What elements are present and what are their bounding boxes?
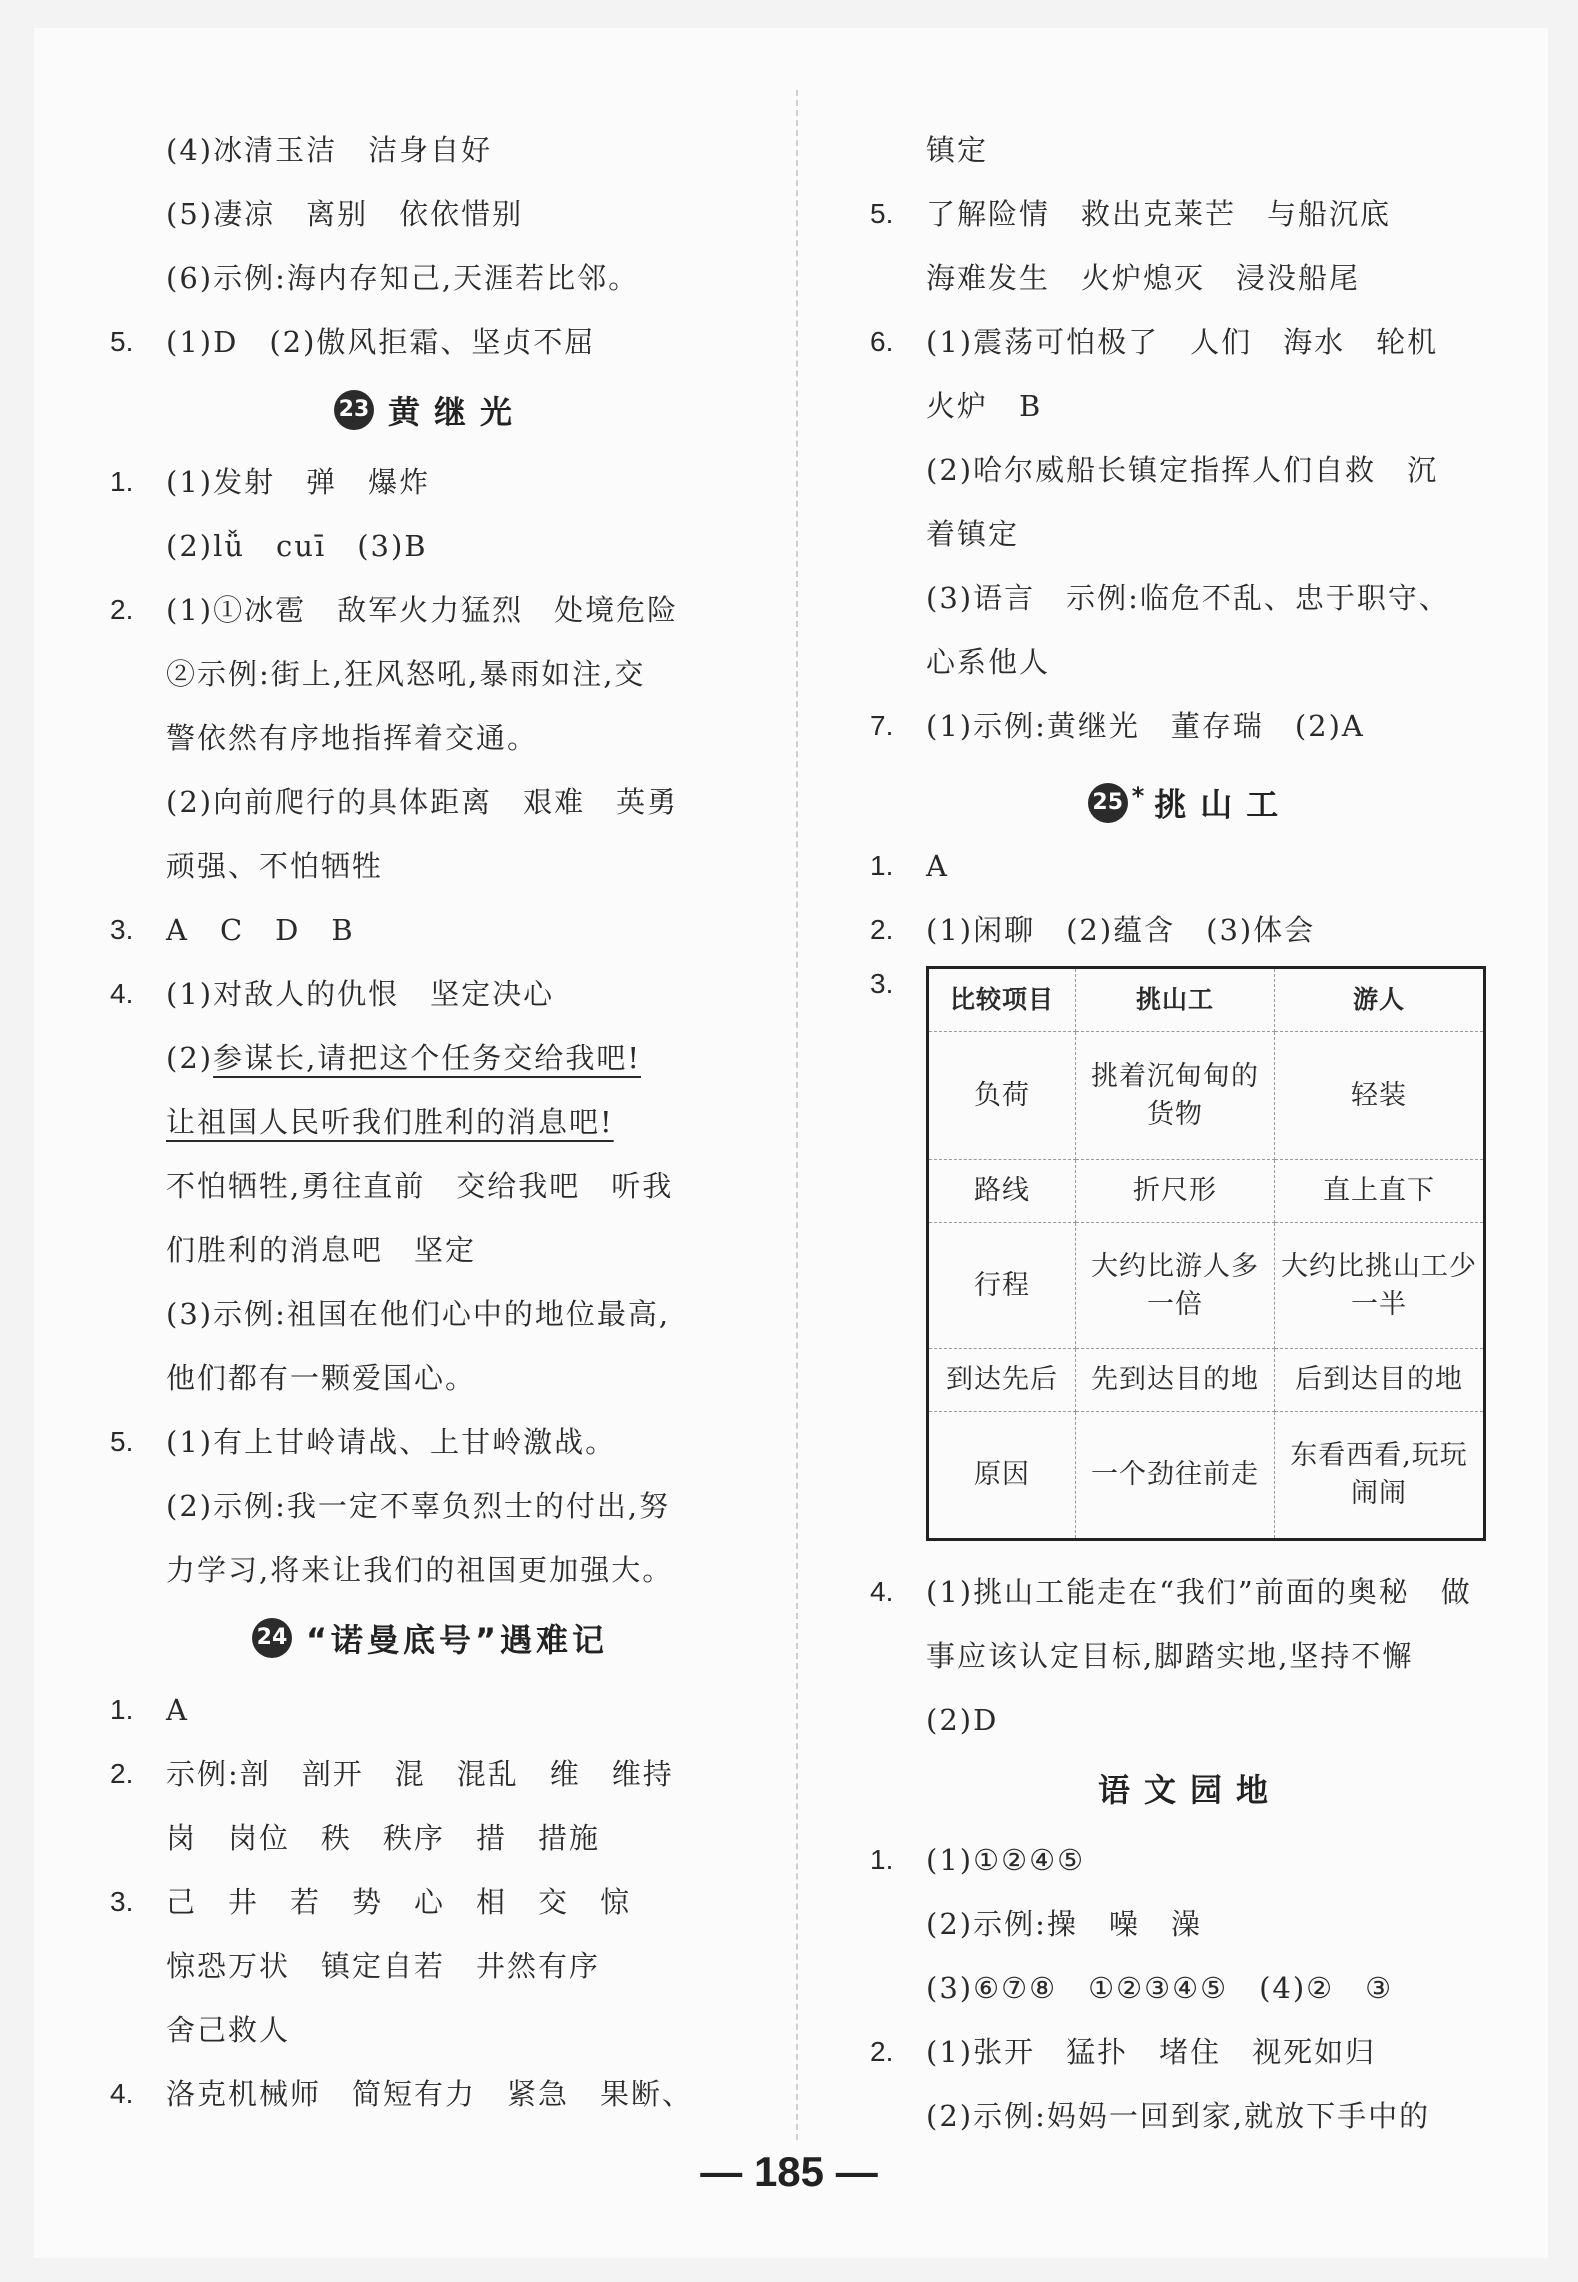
answer-line bbox=[870, 246, 1510, 310]
answer-text: (1)发射 弹 爆炸 bbox=[166, 465, 431, 499]
answer-line bbox=[110, 182, 750, 246]
question-5 bbox=[870, 182, 1510, 246]
answer-line bbox=[870, 566, 1510, 630]
question-4 bbox=[110, 2062, 750, 2126]
question-1 bbox=[870, 1828, 1510, 1892]
table-cell: 折尺形 bbox=[1076, 1160, 1275, 1223]
question-number: 4. bbox=[110, 2078, 134, 2109]
table-row bbox=[928, 1223, 1485, 1349]
question-3 bbox=[870, 962, 1510, 1560]
table-cell: 东看西看,玩玩闹闹 bbox=[1275, 1412, 1485, 1540]
answer-line bbox=[110, 1538, 750, 1602]
answer-text: 己 井 若 势 心 相 交 惊 bbox=[166, 1885, 632, 1919]
question-6 bbox=[870, 310, 1510, 374]
table-cell: 路线 bbox=[928, 1160, 1076, 1223]
answer-text: (3)语言 示例:临危不乱、忠于职守、 bbox=[926, 581, 1450, 615]
question-number: 1. bbox=[110, 1694, 134, 1725]
question-number: 3. bbox=[110, 1886, 134, 1917]
optional-lesson-star: * bbox=[1131, 782, 1145, 810]
answer-line bbox=[110, 514, 750, 578]
answer-line bbox=[110, 834, 750, 898]
answer-text: (1)闲聊 (2)蕴含 (3)体会 bbox=[926, 913, 1316, 947]
answer-text: (1)张开 猛扑 堵住 视死如归 bbox=[926, 2035, 1377, 2069]
answer-text: A C D B bbox=[166, 913, 355, 947]
question-1 bbox=[110, 450, 750, 514]
answer-text: (1)D (2)傲风拒霜、坚贞不屈 bbox=[166, 325, 596, 359]
table-cell: 先到达目的地 bbox=[1076, 1349, 1275, 1412]
question-number: 2. bbox=[110, 1758, 134, 1789]
answer-text: 们胜利的消息吧 坚定 bbox=[166, 1233, 477, 1267]
answer-text: (1)①②④⑤ bbox=[926, 1843, 1086, 1877]
table-cell: 大约比游人多一倍 bbox=[1076, 1223, 1275, 1349]
section-heading-yuwen-yuandi bbox=[870, 1752, 1510, 1828]
answer-line bbox=[110, 1346, 750, 1410]
table-cell: 直上直下 bbox=[1275, 1160, 1485, 1223]
question-number: 5. bbox=[110, 326, 134, 357]
answer-line bbox=[110, 1218, 750, 1282]
question-2 bbox=[110, 1742, 750, 1806]
answer-text: (5)凄凉 离别 依依惜别 bbox=[166, 197, 524, 231]
table-cell: 行程 bbox=[928, 1223, 1076, 1349]
question-number: 1. bbox=[870, 850, 894, 881]
question-number: 3. bbox=[870, 968, 894, 999]
question-1 bbox=[870, 834, 1510, 898]
question-5 bbox=[110, 310, 750, 374]
underlined-quote: 让祖国人民听我们胜利的消息吧! bbox=[166, 1105, 614, 1139]
answer-text: 他们都有一颗爱国心。 bbox=[166, 1361, 477, 1395]
answer-text: 顽强、不怕牺牲 bbox=[166, 849, 384, 883]
answer-text: (2)哈尔威船长镇定指挥人们自救 沉 bbox=[926, 453, 1439, 487]
answer-text: A bbox=[166, 1693, 189, 1727]
answer-line bbox=[870, 630, 1510, 694]
answer-line bbox=[110, 706, 750, 770]
answer-text: (2)D bbox=[926, 1703, 999, 1737]
answer-text: (1)震荡可怕极了 人们 海水 轮机 bbox=[926, 325, 1439, 359]
table-cell: 到达先后 bbox=[928, 1349, 1076, 1412]
answer-line bbox=[870, 1624, 1510, 1688]
table-cell: 负荷 bbox=[928, 1032, 1076, 1160]
answer-text: (4)冰清玉洁 洁身自好 bbox=[166, 133, 493, 167]
answer-text: 舍己救人 bbox=[166, 2013, 291, 2047]
answer-text: (2)示例:我一定不辜负烈士的付出,努 bbox=[166, 1489, 671, 1523]
question-number: 5. bbox=[110, 1426, 134, 1457]
answer-text: (1)挑山工能走在“我们”前面的奥秘 做 bbox=[926, 1575, 1472, 1609]
question-2 bbox=[110, 578, 750, 642]
answer-text: (1)有上甘岭请战、上甘岭激战。 bbox=[166, 1425, 617, 1459]
answer-text: 着镇定 bbox=[926, 517, 1020, 551]
table-cell: 原因 bbox=[928, 1412, 1076, 1540]
table-cell: 大约比挑山工少一半 bbox=[1275, 1223, 1485, 1349]
answer-text: 警依然有序地指挥着交通。 bbox=[166, 721, 539, 755]
column-divider bbox=[796, 90, 798, 2140]
table-header: 游人 bbox=[1275, 968, 1485, 1032]
answer-text: 惊恐万状 镇定自若 井然有序 bbox=[166, 1949, 601, 1983]
answer-text: 不怕牺牲,勇往直前 交给我吧 听我 bbox=[166, 1169, 674, 1203]
answer-text: 洛克机械师 简短有力 紧急 果断、 bbox=[166, 2077, 694, 2111]
answer-text: 力学习,将来让我们的祖国更加强大。 bbox=[166, 1553, 674, 1587]
right-column bbox=[870, 118, 1510, 2148]
question-number: 1. bbox=[870, 1844, 894, 1875]
underlined-quote: 参谋长,请把这个任务交给我吧! bbox=[213, 1041, 641, 1075]
answer-text: (2)示例:妈妈一回到家,就放下手中的 bbox=[926, 2099, 1431, 2133]
answer-text: 海难发生 火炉熄灭 浸没船尾 bbox=[926, 261, 1361, 295]
question-number: 6. bbox=[870, 326, 894, 357]
question-number: 4. bbox=[110, 978, 134, 1009]
lesson-title: 挑山工 bbox=[1154, 785, 1293, 824]
question-number: 1. bbox=[110, 466, 134, 497]
answer-line bbox=[110, 642, 750, 706]
answer-text: (2)lǚ cuī (3)B bbox=[166, 529, 428, 563]
lesson-title: 黄继光 bbox=[387, 393, 526, 431]
lesson-number-badge: 25 bbox=[1088, 783, 1128, 823]
answer-line bbox=[870, 438, 1510, 502]
question-4 bbox=[870, 1560, 1510, 1624]
table-header: 挑山工 bbox=[1076, 968, 1275, 1032]
question-4 bbox=[110, 962, 750, 1026]
answer-text: (3)示例:祖国在他们心中的地位最高, bbox=[166, 1297, 671, 1331]
answer-text: 示例:剖 剖开 混 混乱 维 维持 bbox=[166, 1757, 674, 1791]
answer-text: (1)示例:黄继光 董存瑞 (2)A bbox=[926, 709, 1365, 743]
comparison-table bbox=[926, 966, 1486, 1541]
answer-text: 火炉 B bbox=[926, 389, 1043, 423]
question-number: 7. bbox=[870, 710, 894, 741]
question-number: 4. bbox=[870, 1576, 894, 1607]
table-row bbox=[928, 1160, 1485, 1223]
question-5 bbox=[110, 1410, 750, 1474]
question-number: 2. bbox=[110, 594, 134, 625]
table-row bbox=[928, 1412, 1485, 1540]
answer-line bbox=[110, 1934, 750, 1998]
question-number: 3. bbox=[110, 914, 134, 945]
answer-line bbox=[110, 770, 750, 834]
answer-text: 岗 岗位 秩 秩序 措 措施 bbox=[166, 1821, 601, 1855]
answer-line bbox=[870, 502, 1510, 566]
answer-line bbox=[870, 2084, 1510, 2148]
question-number: 5. bbox=[870, 198, 894, 229]
answer-text: 了解险情 救出克莱芒 与船沉底 bbox=[926, 197, 1392, 231]
page-number: — 185 — bbox=[700, 2148, 878, 2195]
answer-text: A bbox=[926, 849, 949, 883]
lesson-number-badge: 23 bbox=[334, 390, 374, 430]
answer-text: (2)向前爬行的具体距离 艰难 英勇 bbox=[166, 785, 679, 819]
answer-line bbox=[870, 374, 1510, 438]
answer-line bbox=[870, 1892, 1510, 1956]
table-cell: 挑着沉甸甸的货物 bbox=[1076, 1032, 1275, 1160]
table-cell: 轻装 bbox=[1275, 1032, 1485, 1160]
question-2 bbox=[870, 898, 1510, 962]
question-3 bbox=[110, 1870, 750, 1934]
answer-text: (2)示例:操 噪 澡 bbox=[926, 1907, 1202, 1941]
answer-line bbox=[110, 118, 750, 182]
answer-line bbox=[870, 1688, 1510, 1752]
answer-text: 镇定 bbox=[926, 133, 989, 167]
table-row bbox=[928, 1032, 1485, 1160]
answer-line bbox=[110, 1026, 750, 1090]
answer-line bbox=[110, 1154, 750, 1218]
question-3 bbox=[110, 898, 750, 962]
lesson-title: “诺曼底号”遇难记 bbox=[305, 1621, 609, 1659]
question-2 bbox=[870, 2020, 1510, 2084]
table-cell: 后到达目的地 bbox=[1275, 1349, 1485, 1412]
lesson-heading-23 bbox=[110, 374, 750, 450]
lesson-heading-25 bbox=[870, 758, 1510, 834]
question-1 bbox=[110, 1678, 750, 1742]
answer-line bbox=[870, 1956, 1510, 2020]
table-row bbox=[928, 1349, 1485, 1412]
question-7 bbox=[870, 694, 1510, 758]
question-number: 2. bbox=[870, 914, 894, 945]
answer-text: (1)对敌人的仇恨 坚定决心 bbox=[166, 977, 555, 1011]
answer-text: (6)示例:海内存知己,天涯若比邻。 bbox=[166, 261, 640, 295]
answer-text: (3)⑥⑦⑧ ①②③④⑤ (4)② ③ bbox=[926, 1971, 1394, 2005]
answer-line bbox=[110, 1090, 750, 1154]
question-number: 2. bbox=[870, 2036, 894, 2067]
table-header: 比较项目 bbox=[928, 968, 1076, 1032]
answer-line bbox=[110, 1282, 750, 1346]
answer-text: (1)①冰雹 敌军火力猛烈 处境危险 bbox=[166, 593, 679, 627]
answer-line bbox=[110, 1998, 750, 2062]
answer-line bbox=[110, 1474, 750, 1538]
answer-line bbox=[110, 246, 750, 310]
answer-line bbox=[870, 118, 1510, 182]
answer-text: (2) bbox=[166, 1041, 214, 1075]
lesson-heading-24 bbox=[110, 1602, 750, 1678]
section-title: 语文园地 bbox=[1097, 1771, 1282, 1809]
answer-text: 事应该认定目标,脚踏实地,坚持不懈 bbox=[926, 1639, 1414, 1673]
table-header-row bbox=[928, 968, 1485, 1032]
table-cell: 一个劲往前走 bbox=[1076, 1412, 1275, 1540]
left-column bbox=[110, 118, 750, 2126]
answer-line bbox=[110, 1806, 750, 1870]
answer-text: ②示例:街上,狂风怒吼,暴雨如注,交 bbox=[166, 657, 646, 691]
lesson-number-badge: 24 bbox=[252, 1618, 292, 1658]
answer-text: 心系他人 bbox=[926, 645, 1051, 679]
